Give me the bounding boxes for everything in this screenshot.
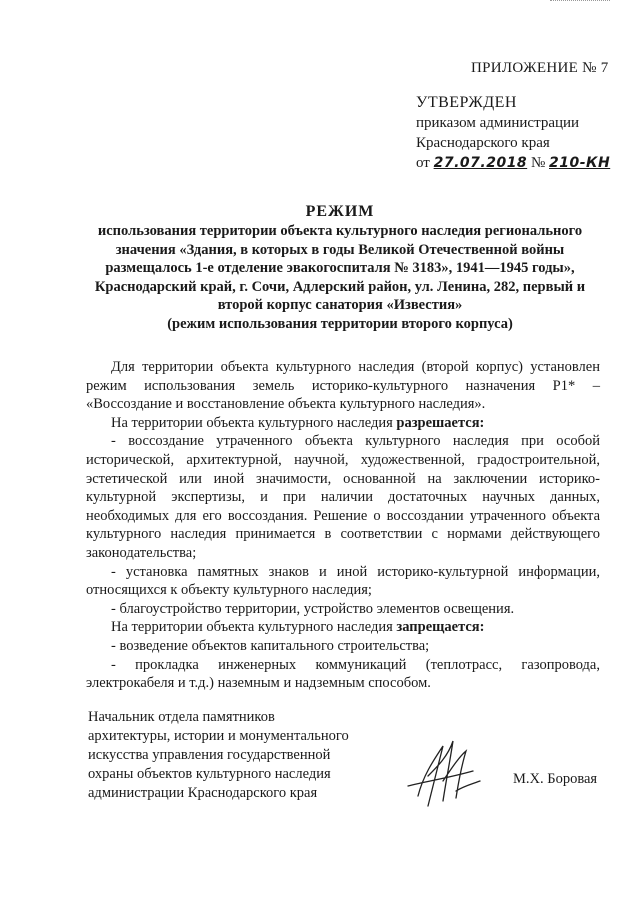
forbidden-keyword: запрещается: (396, 619, 485, 636)
date-prefix: от (416, 155, 430, 171)
allowed-keyword: разрешается: (396, 414, 485, 431)
approval-date-line (416, 153, 610, 173)
signatory-position (88, 708, 600, 803)
allowed-item: - благоустройство территории, устройство элементов освещения. (111, 600, 515, 617)
scan-edge-mark (550, 0, 610, 4)
allowed-heading (86, 414, 600, 433)
approved-line-1: приказом администрации (416, 115, 580, 131)
forbidden-heading-text: На территории объекта культурного наследия (111, 619, 397, 636)
allowed-item: - воссоздание утраченного объекта культурного наследия при особой исторической, архитектурной, научной, художественной, градостроительной, эстетической или иной значимости, основанной на заключении историко-культурной экспертизы, и при наличии достаточных научных данных, необходимых для его воссоздания. Решение о воссоздании утраченного объекта культурного наследия принимается в соответствии с нормами действующего законодательства; (86, 433, 600, 561)
document-title: РЕЖИМ (305, 203, 375, 220)
signatory-name: М.Х. Боровая (513, 771, 598, 787)
position-line: искусства управления государственной (88, 747, 331, 763)
signature-block (88, 708, 600, 803)
allowed-item: - установка памятных знаков и иной историко-культурной информации, относящихся к объекту культурного наследия; (86, 563, 600, 599)
title-line-1: использования территории объекта культурного наследия регионального (97, 223, 583, 239)
title-line-2: значения «Здания, в которых в годы Великой Отечественной войны (115, 241, 565, 258)
title-line-6: (режим использования территории второго корпуса) (167, 315, 513, 332)
approval-number: 210-КН (549, 155, 611, 171)
approved-title: УТВЕРЖДЕН (416, 94, 517, 111)
approval-block (416, 93, 610, 173)
position-line: администрации Краснодарского края (88, 785, 318, 801)
number-prefix: № (530, 155, 546, 171)
allowed-heading-text: На территории объекта культурного наследия (111, 414, 397, 431)
handwritten-signature (398, 736, 498, 816)
document-title-block (80, 202, 600, 333)
title-line-3: размещалось 1-е отделение эвакогоспиталя № 3183», 1941—1945 годы», (105, 260, 575, 276)
position-line: архитектуры, истории и монументального (88, 728, 349, 744)
approval-date: 27.07.2018 (433, 155, 528, 171)
approved-line-2: Краснодарского края (416, 135, 550, 151)
position-line: охраны объектов культурного наследия (88, 766, 331, 782)
appendix-number: ПРИЛОЖЕНИЕ № 7 (471, 60, 609, 76)
forbidden-item: - возведение объектов капитального строительства; (111, 637, 430, 654)
forbidden-item: - прокладка инженерных коммуникаций (теплотрасс, газопровода, электрокабеля и т.д.) наземным и надземным способом. (86, 656, 600, 692)
title-line-5: второй корпус санатория «Известия» (217, 297, 463, 313)
forbidden-heading (86, 618, 600, 637)
document-body (86, 358, 600, 693)
intro-paragraph: Для территории объекта культурного наследия (второй корпус) установлен режим использования земель историко-культурного назначения Р1* – «Воссоздание и восстановление объекта культурного наследия». (86, 359, 600, 413)
title-line-4: Краснодарский край, г. Сочи, Адлерский район, ул. Ленина, 282, первый и (94, 278, 586, 295)
position-line: Начальник отдела памятников (88, 709, 275, 725)
